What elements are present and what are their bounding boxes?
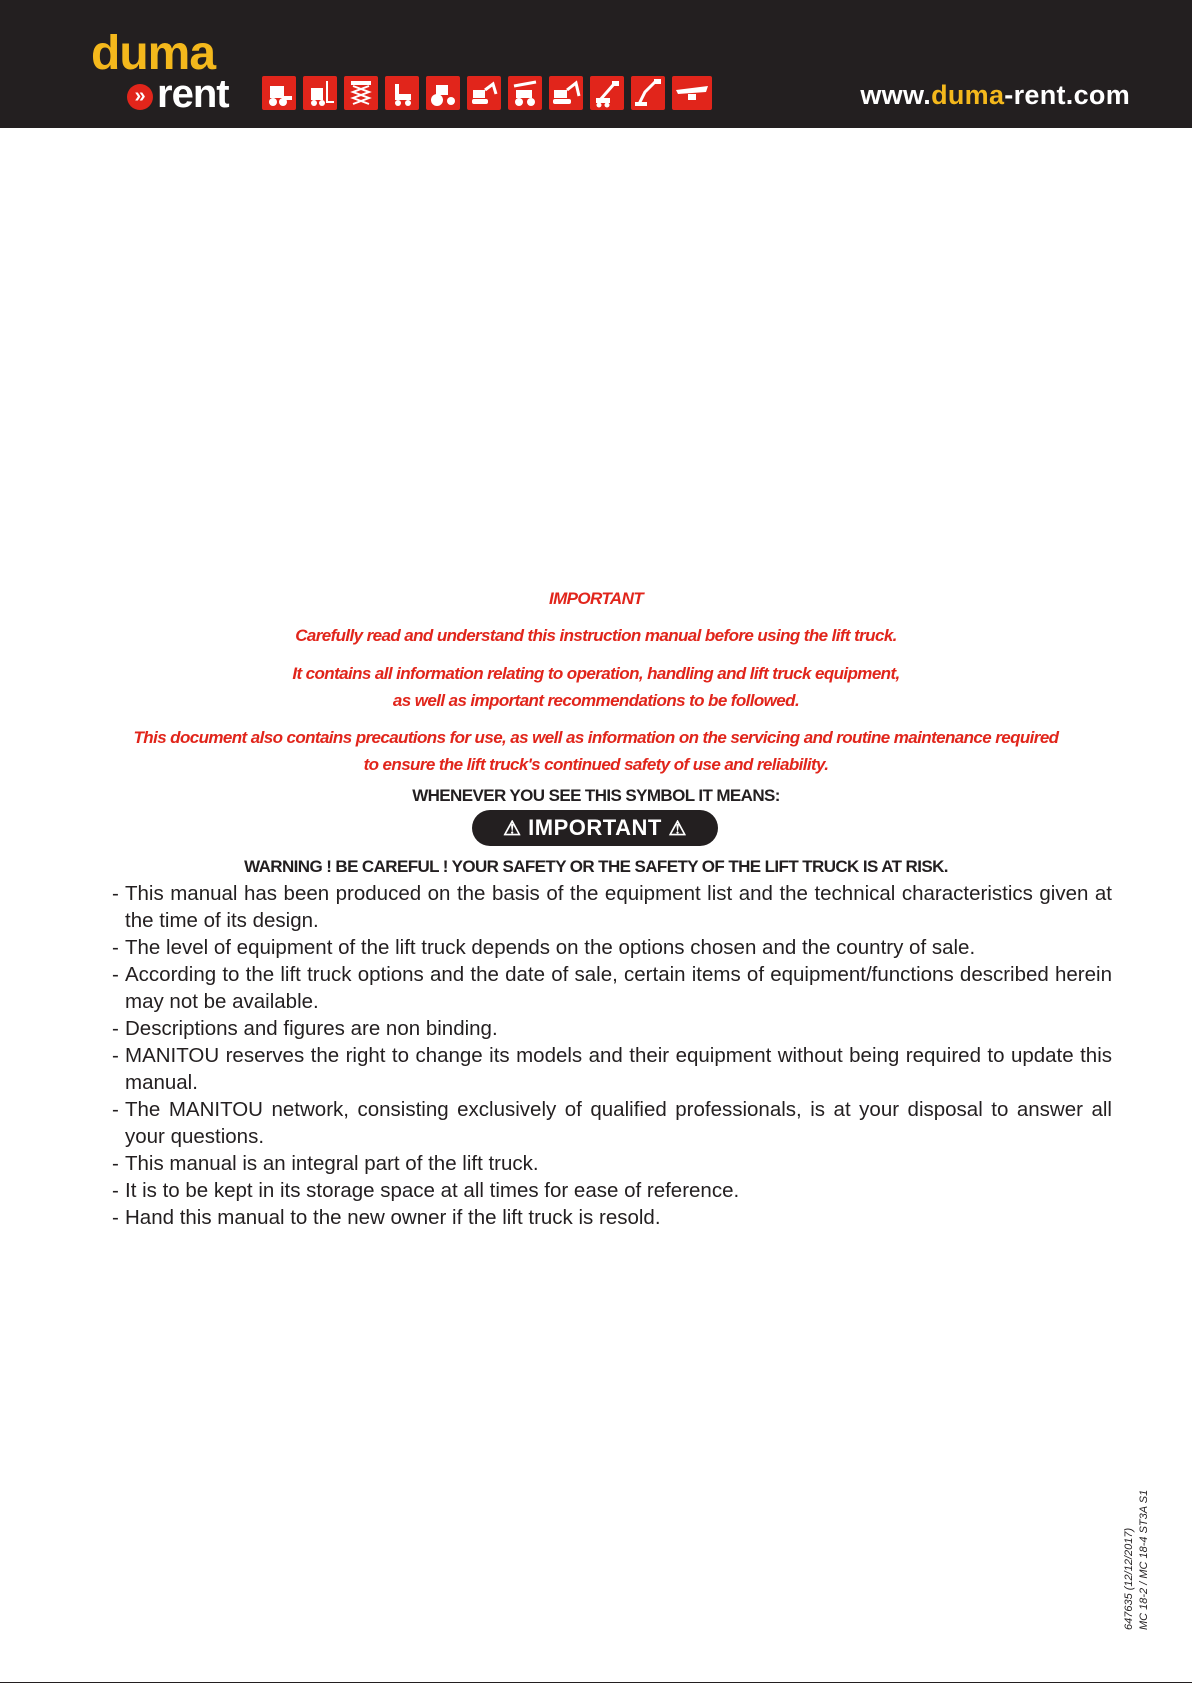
crane-arm-icon: [672, 76, 712, 110]
chevron-icon: »: [127, 84, 153, 110]
notice-line-3a: This document also contains precautions for use, as well as information on the servicing and routine maintenance required: [133, 728, 1059, 747]
warning-triangle-icon: ⚠: [503, 818, 522, 840]
scissor-lift-icon: [344, 76, 378, 110]
url-suffix: -rent.com: [1004, 80, 1130, 110]
list-item: - The MANITOU network, consisting exclusively of qualified professionals, is at your disposal to answer all your questions.: [112, 1096, 1112, 1150]
list-item: - Hand this manual to the new owner if the lift truck is resold.: [112, 1204, 1112, 1231]
list-item: - MANITOU reserves the right to change its models and their equipment without being required to update this manual.: [112, 1042, 1112, 1096]
notice-line-3b: to ensure the lift truck's continued safety of use and reliability.: [363, 755, 829, 774]
list-item: - It is to be kept in its storage space at all times for ease of reference.: [112, 1177, 1112, 1204]
bottom-divider: [0, 1682, 1192, 1683]
excavator-icon: [549, 76, 583, 110]
list-item: - The level of equipment of the lift truck depends on the options chosen and the country of sale.: [112, 934, 1112, 961]
telehandler-icon: [508, 76, 542, 110]
page-header: [0, 0, 1192, 128]
list-item: - This manual has been produced on the basis of the equipment list and the technical characteristics given at the time of its design.: [112, 880, 1112, 934]
reference-line-2: MC 18-2 / MC 18-4 ST3A S1: [1138, 1489, 1150, 1630]
warehouse-truck-icon: [385, 76, 419, 110]
warning-triangle-icon: ⚠: [668, 818, 687, 840]
tractor-icon: [426, 76, 460, 110]
reference-line-1: 647635 (12/12/2017): [1123, 1527, 1135, 1630]
articulated-boom-icon: [631, 76, 665, 110]
badge-label: IMPORTANT: [528, 815, 662, 840]
url-highlight: duma: [931, 80, 1005, 110]
important-symbol-badge: [472, 810, 718, 846]
notice-line-2a: It contains all information relating to operation, handling and lift truck equipment,: [292, 664, 900, 683]
list-item: - This manual is an integral part of the lift truck.: [112, 1150, 1112, 1177]
notice-line-1: Carefully read and understand this instruction manual before using the lift truck.: [295, 626, 897, 645]
compact-loader-icon: [262, 76, 296, 110]
document-reference: [1122, 1490, 1152, 1630]
boom-lift-icon: [590, 76, 624, 110]
symbol-meaning: WARNING ! BE CAREFUL ! YOUR SAFETY OR THE SAFETY OF THE LIFT TRUCK IS AT RISK.: [244, 857, 948, 876]
logo-text-rent: rent: [157, 72, 229, 116]
forklift-icon: [303, 76, 337, 110]
list-item: - Descriptions and figures are non binding.: [112, 1015, 1112, 1042]
symbol-intro: WHENEVER YOU SEE THIS SYMBOL IT MEANS:: [412, 786, 780, 805]
mini-excavator-icon: [467, 76, 501, 110]
manual-notes-list: [112, 880, 1112, 1231]
duma-rent-logo: [91, 27, 241, 116]
notice-title: IMPORTANT: [548, 589, 644, 608]
website-url[interactable]: [860, 80, 1130, 111]
url-prefix: www.: [860, 80, 932, 110]
logo-text-duma: duma: [91, 27, 216, 80]
notice-line-2b: as well as important recommendations to be followed.: [392, 691, 800, 710]
list-item: - According to the lift truck options and the date of sale, certain items of equipment/functions described herein may not be available.: [112, 961, 1112, 1015]
